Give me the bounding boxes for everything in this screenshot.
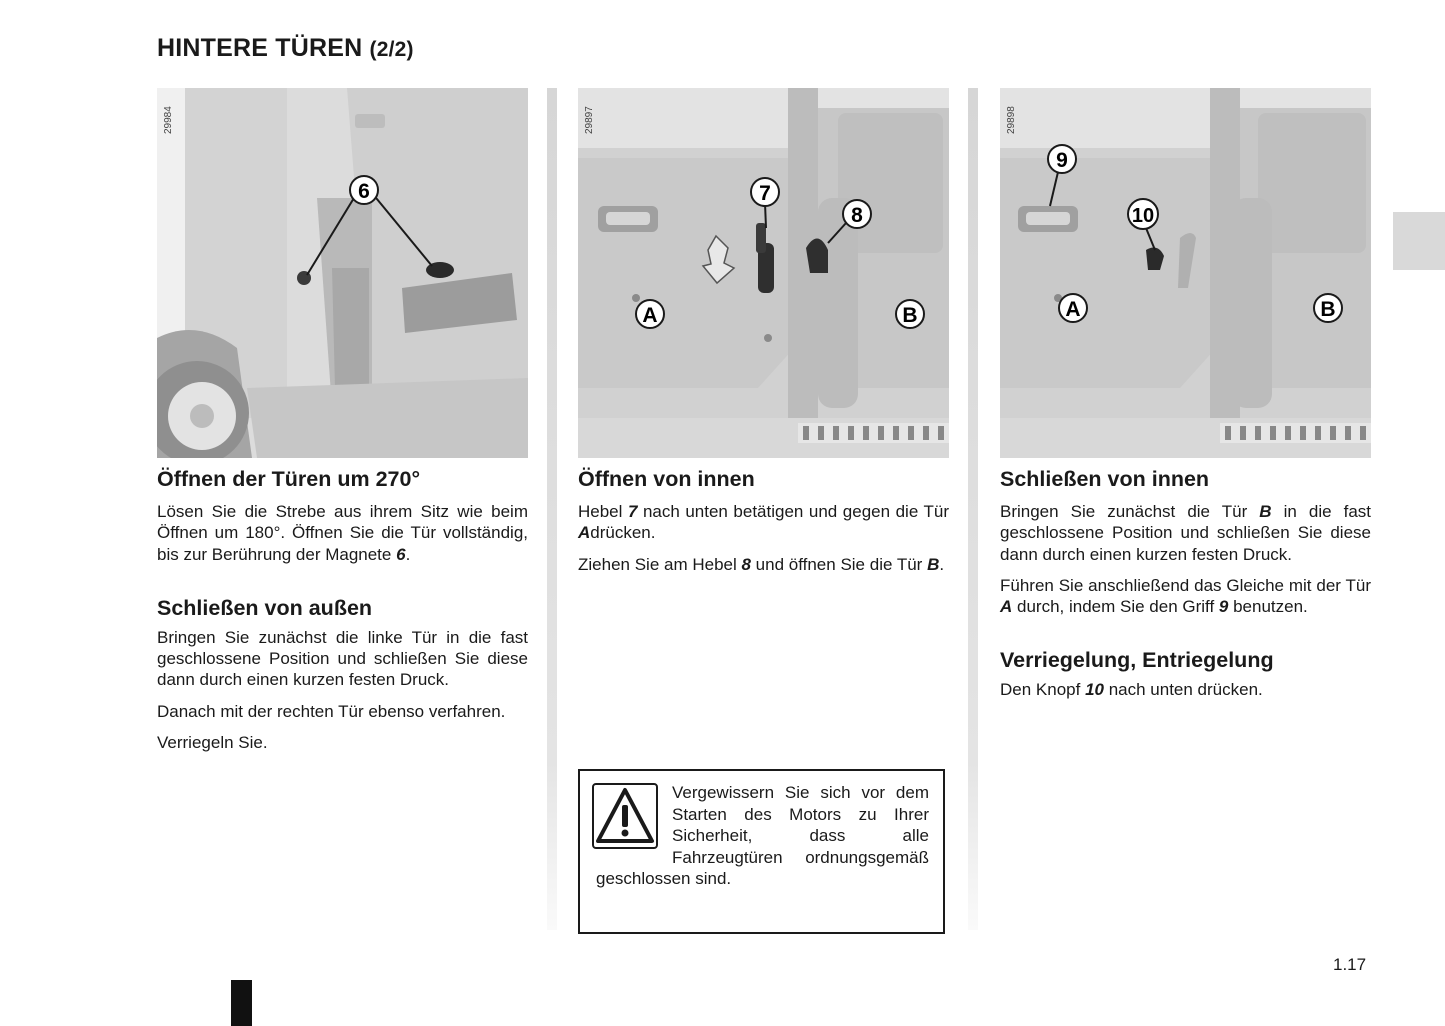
column-3	[1000, 466, 1371, 701]
figure-number: 29898	[1006, 106, 1017, 134]
text: Den Knopf	[1000, 680, 1086, 700]
warning-box	[578, 769, 945, 934]
reference-number: 9	[1218, 597, 1229, 617]
reference-number: 10	[1085, 680, 1104, 700]
text: und öffnen Sie die Tür	[750, 554, 928, 574]
paragraph-lever-7	[578, 501, 949, 544]
paragraph-locking	[1000, 679, 1371, 700]
column-separator	[547, 88, 557, 930]
paragraph-open-270	[157, 501, 528, 565]
callout-8: 8	[851, 204, 863, 227]
door-inside-close-illustration	[1000, 88, 1371, 458]
text: durch, indem Sie den Griff	[1012, 597, 1219, 617]
reference-number: 7	[627, 502, 638, 521]
figure-number: 29897	[584, 106, 595, 134]
reference-letter: B	[1259, 502, 1272, 521]
reference-letter: A	[578, 523, 591, 543]
text: Hebel	[578, 502, 628, 521]
paragraph-close-door-b	[1000, 501, 1371, 565]
door-inside-open-illustration	[578, 88, 949, 458]
callout-6: 6	[358, 180, 370, 203]
paragraph-lock: Verriegeln Sie.	[157, 733, 268, 753]
paragraph-right-door: Danach mit der rechten Tür ebenso verfahren.	[157, 701, 506, 721]
text: Ziehen Sie am Hebel	[578, 554, 742, 574]
warning-text-container	[596, 782, 929, 890]
figure-number: 29984	[163, 106, 174, 134]
text: .	[939, 554, 945, 574]
page-title	[157, 34, 414, 63]
callout-a: A	[642, 304, 658, 327]
reference-letter: B	[927, 554, 940, 574]
column-2	[578, 466, 949, 575]
heading-close-inside: Schließen von innen	[1000, 467, 1210, 491]
callout-10: 10	[1131, 205, 1155, 227]
warning-text: Vergewissern Sie sich vor dem Starten des Motors zu Ihrer Sicherheit, dass alle Fahrzeugtüren ordnungsgemäß geschlossen sind.	[596, 783, 929, 888]
van-exterior-illustration	[157, 88, 528, 458]
paragraph-close-door-a	[1000, 575, 1371, 618]
text: .	[405, 544, 411, 564]
print-mark	[231, 980, 252, 1026]
paragraph-lever-8	[578, 554, 949, 575]
reference-letter: A	[1000, 597, 1013, 617]
heading-open-inside: Öffnen von innen	[578, 467, 755, 491]
text: benutzen.	[1228, 597, 1308, 617]
callout-9: 9	[1056, 149, 1068, 172]
text: nach unten betätigen und gegen die Tür	[637, 502, 950, 521]
callout-7: 7	[759, 182, 771, 205]
callout-a: A	[1065, 298, 1081, 321]
chapter-tab	[1393, 212, 1445, 270]
callout-b: B	[1320, 298, 1336, 321]
heading-locking: Verriegelung, Entriegelung	[1000, 648, 1274, 673]
figure-van-exterior	[157, 88, 528, 458]
page-number: 1.17	[1333, 955, 1367, 974]
figure-door-inside-open	[578, 88, 949, 458]
heading-open-270: Öffnen der Türen um 270°	[157, 467, 421, 491]
page-title-part: (2/2)	[369, 38, 414, 61]
text: nach unten drücken.	[1103, 680, 1263, 700]
page-title-text: HINTERE TÜREN	[157, 34, 363, 62]
paragraph-close-outside: Bringen Sie zunächst die linke Tür in die fast geschlossene Position und schließen Sie diese dann durch einen kurzen festen Druck.	[157, 627, 528, 690]
text: drücken.	[590, 523, 656, 543]
heading-close-outside: Schließen von außen	[157, 595, 373, 620]
column-1	[157, 466, 528, 753]
text: in die fast geschlossene Position und schließen Sie diese dann durch einen kurzen festen Druck.	[1000, 502, 1371, 564]
text: Bringen Sie zunächst die Tür	[1000, 502, 1260, 521]
reference-number: 6	[396, 544, 406, 564]
reference-number: 8	[741, 554, 751, 574]
column-separator	[968, 88, 978, 930]
figure-door-inside-close	[1000, 88, 1371, 458]
text: Lösen Sie die Strebe aus ihrem Sitz wie beim Öffnen um 180°. Öffnen Sie die Tür vollständig, bis zur Berührung der Magnete	[157, 502, 528, 564]
callout-b: B	[902, 304, 918, 327]
text: Führen Sie anschließend das Gleiche mit der Tür	[1000, 575, 1371, 595]
